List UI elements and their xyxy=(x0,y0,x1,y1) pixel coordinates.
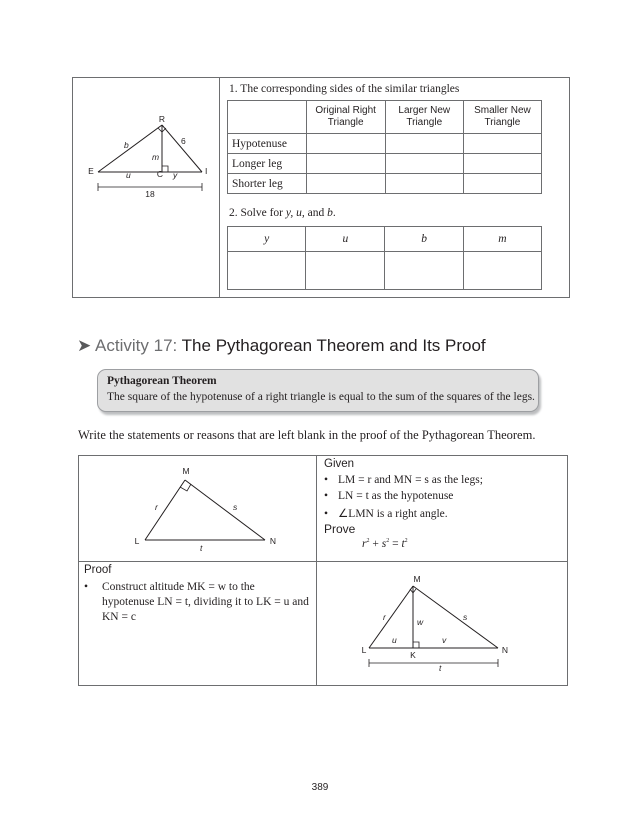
proof-grid-bottom xyxy=(78,685,568,686)
table-row xyxy=(228,174,542,194)
header-larger-new-triangle: Larger New Triangle xyxy=(385,101,463,134)
answer-cell[interactable] xyxy=(463,134,541,154)
vertex-m-label: M xyxy=(182,466,190,476)
answer-cell[interactable] xyxy=(306,174,385,194)
segment-v-label: v xyxy=(442,635,447,645)
segment-u-label: u xyxy=(126,170,131,180)
arrow-icon: ➤ xyxy=(77,336,92,355)
header-m: m xyxy=(463,227,541,252)
answer-cell[interactable] xyxy=(385,154,463,174)
activity-number: Activity 17: xyxy=(95,336,182,355)
answer-cell[interactable] xyxy=(306,134,385,154)
answer-cell[interactable] xyxy=(306,252,385,290)
sides-table-corner xyxy=(228,101,307,134)
leg-r-label: r xyxy=(155,502,158,512)
length-18-label: 18 xyxy=(145,189,155,199)
answer-cell[interactable] xyxy=(463,252,541,290)
proof-grid-middle xyxy=(78,561,568,562)
answer-cell[interactable] xyxy=(385,134,463,154)
activity-heading xyxy=(77,336,486,356)
top-box-divider xyxy=(219,77,220,297)
vertex-n-label: N xyxy=(501,645,509,655)
prove-label: Prove xyxy=(324,522,356,536)
header-smaller-new-triangle: Smaller New Triangle xyxy=(463,101,541,134)
vertex-l-label: L xyxy=(361,645,367,655)
hypotenuse-t-label: t xyxy=(439,663,442,672)
header-original-right-triangle: Original Right Triangle xyxy=(306,101,385,134)
vertex-e-label: E xyxy=(88,166,94,176)
list-item: • LN = t as the hypotenuse xyxy=(324,490,454,502)
leg-s-label: s xyxy=(233,502,238,512)
figure-triangle-altitude xyxy=(355,570,525,672)
proof-grid-right xyxy=(567,455,568,686)
instruction-text: Write the statements or reasons that are left blank in the proof of the Pythagorean Theorem. xyxy=(78,428,536,442)
segment-u-label: u xyxy=(392,635,397,645)
header-u: u xyxy=(306,227,385,252)
page-number: 389 xyxy=(311,782,329,793)
side-six-label: 6 xyxy=(181,136,186,146)
leg-r-label: r xyxy=(383,612,386,622)
vertex-m-label: M xyxy=(413,574,421,584)
answer-cell[interactable] xyxy=(228,252,306,290)
proof-grid-top xyxy=(78,455,568,456)
table-row xyxy=(228,252,542,290)
answer-cell[interactable] xyxy=(306,154,385,174)
answer-cell[interactable] xyxy=(463,154,541,174)
question-1: 1. The corresponding sides of the similar triangles xyxy=(229,83,460,95)
proof-label: Proof xyxy=(84,564,112,576)
figure-triangle-reci xyxy=(80,108,215,213)
given-label: Given xyxy=(324,458,355,470)
header-b: b xyxy=(385,227,463,252)
theorem-text: The square of the hypotenuse of a right triangle is equal to the sum of the squares of the legs. xyxy=(107,391,535,403)
proof-grid-left xyxy=(78,455,79,686)
activity-title: The Pythagorean Theorem and Its Proof xyxy=(181,336,486,355)
segment-y-label: y xyxy=(173,170,178,180)
altitude-m-label: m xyxy=(152,152,160,162)
leg-s-label: s xyxy=(463,612,468,622)
vertex-k-label: K xyxy=(410,650,416,660)
vertex-n-label: N xyxy=(269,536,277,546)
figure-triangle-lmn xyxy=(125,462,295,556)
similar-sides-table xyxy=(227,100,542,194)
theorem-title: Pythagorean Theorem xyxy=(107,375,217,387)
header-y: y xyxy=(228,227,306,252)
answer-cell[interactable] xyxy=(385,174,463,194)
row-label-hypotenuse: Hypotenuse xyxy=(228,134,307,154)
answer-cell[interactable] xyxy=(463,174,541,194)
list-item: • ∠LMN is a right angle. xyxy=(324,508,448,520)
row-label-longer-leg: Longer leg xyxy=(228,154,307,174)
list-item: • LM = r and MN = s as the legs; xyxy=(324,474,483,486)
table-row xyxy=(228,134,542,154)
vertex-r-label: R xyxy=(158,114,166,124)
vertex-l-label: L xyxy=(134,536,140,546)
theorem-box xyxy=(97,369,539,412)
solve-table xyxy=(227,226,542,290)
altitude-w-label: w xyxy=(417,617,424,627)
hypotenuse-t-label: t xyxy=(200,543,203,553)
vertex-i-label: I xyxy=(205,166,208,176)
row-label-shorter-leg: Shorter leg xyxy=(228,174,307,194)
question-2: 2. Solve for y, u, and b. xyxy=(229,207,336,219)
proof-step: • Construct altitude MK = w to the hypotenuse LN = t, dividing it to LK = u and KN = c xyxy=(84,581,309,623)
prove-statement: $r^2 + s^2 = t^2$ xyxy=(362,538,408,550)
proof-grid-divider xyxy=(316,455,317,686)
vertex-c-label: C xyxy=(156,169,164,179)
side-b-label: b xyxy=(124,140,129,150)
given-list xyxy=(324,474,483,522)
answer-cell[interactable] xyxy=(385,252,463,290)
table-row xyxy=(228,154,542,174)
